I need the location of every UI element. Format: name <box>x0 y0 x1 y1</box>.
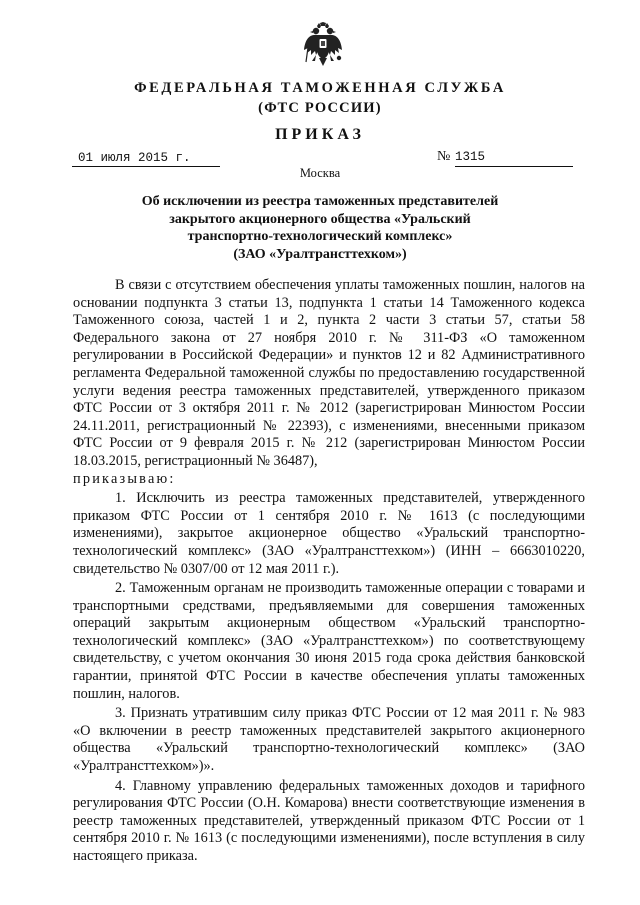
order-item-2: 2. Таможенным органам не производить таможенные операции с товарами и транспортными средствами, предъявляемыми для совершения таможенных операций закрытым акционерным обществом «Уральский транспортно-технологический комплекс» (ЗАО «Уралтрансттехком») по соответствующему свидетельству, с учетом окончания 30 июня 2015 года срока действия банковской гарантии, принятой ФТС России в качестве обеспечения уплаты таможенных пошлин, налогов. <box>73 580 585 702</box>
agency-short-name: (ФТС РОССИИ) <box>258 100 382 116</box>
preamble-paragraph: В связи с отсутствием обеспечения уплаты таможенных пошлин, налогов на основании подпункта 3 статьи 13, подпункта 1 статьи 14 Таможенного кодекса Таможенного союза, частей 1 и 2, пункта 2 части 3 статьи 57, статьи 58 Федерального закона от 27 ноября 2010 г. № 311-ФЗ «О таможенном регулировании в Российской Федерации» и пунктов 12 и 82 Административного регламента Федеральной таможенной службы по предоставлению государственной услуги ведения реестра таможенных представителей, утвержденного приказом ФТС России от 3 октября 2011 г. № 2012 (зарегистрирован Минюстом России 24.11.2011, регистрационный № 22393), с изменениями, внесенными приказом ФТС России от 9 февраля 2015 г. № 212 (зарегистрирован Минюстом России 18.03.2015, регистрационный № 36487), <box>73 277 585 469</box>
heading-line: (ЗАО «Уралтрансттехком») <box>233 246 407 262</box>
agency-name: ФЕДЕРАЛЬНАЯ ТАМОЖЕННАЯ СЛУЖБА <box>134 80 506 96</box>
order-item-4: 4. Главному управлению федеральных таможенных доходов и тарифного регулирования ФТС России (О.Н. Комарова) внести соответствующие изменения в реестр таможенных представителей, утвержденный приказом ФТС России от 1 сентября 2010 г. № 1613 (с последующими изменениями), после вступления в силу настоящего приказа. <box>73 777 585 864</box>
heading-line: транспортно-технологический комплекс» <box>187 229 453 244</box>
number-sign: № <box>437 149 451 164</box>
order-number-block <box>437 148 577 167</box>
order-body <box>73 277 585 866</box>
document-type-title: ПРИКАЗ <box>275 126 365 143</box>
order-word: приказываю: <box>73 470 176 487</box>
order-item-3: 3. Признать утратившим силу приказ ФТС России от 12 мая 2011 г. № 983 «О включении в реестр таможенных представителей закрытого акционерного общества «Уральский транспортно-технологический комплекс» (ЗАО «Уралтрансттехком»)». <box>73 705 585 775</box>
heading-line: закрытого акционерного общества «Уральский <box>169 211 471 227</box>
order-item-1: 1. Исключить из реестра таможенных представителей, утвержденного приказом ФТС России от 1 сентября 2010 г. № 1613 (с последующими изменениями), закрытое акционерное общество «Уральский транспортно-технологический комплекс» (ЗАО «Уралтрансттехком») (ИНН – 6663010220, свидетельство № 0307/00 от 12 мая 2011 г.). <box>73 490 585 577</box>
heading-line: Об исключении из реестра таможенных представителей <box>141 194 499 209</box>
city: Москва <box>299 166 341 180</box>
double-headed-eagle-emblem <box>303 22 343 70</box>
order-heading <box>0 193 640 263</box>
order-word-line <box>73 471 585 489</box>
order-number: 1315 <box>455 149 573 167</box>
order-date: 01 июля 2015 г. <box>72 150 220 167</box>
